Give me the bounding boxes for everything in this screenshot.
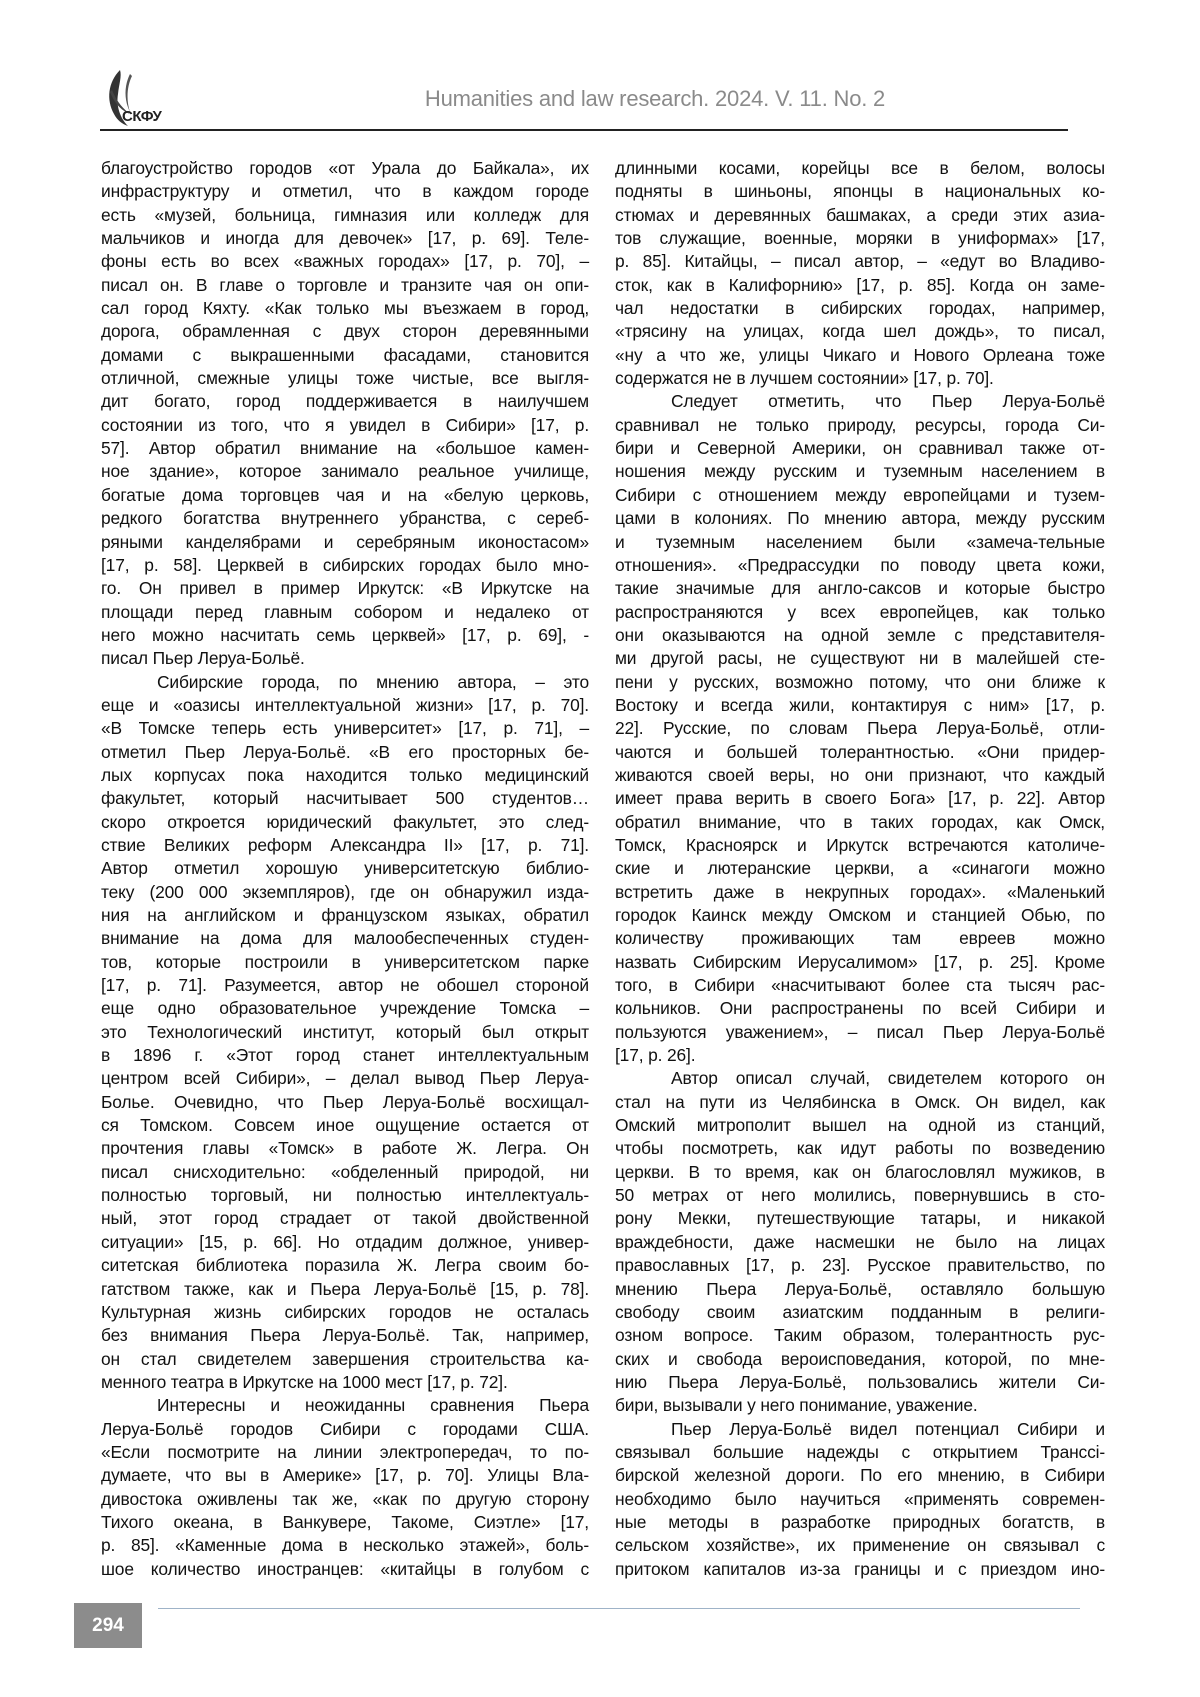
- text-line: площади перед главным собором и недалеко от: [101, 601, 589, 624]
- text-line: мнению Пьера Леруа-Больё, оставляло большую: [615, 1278, 1105, 1301]
- text-line: скоро откроется юридический факультет, это след-: [101, 811, 589, 834]
- text-line: Следует отметить, что Пьер Леруа-Больё: [615, 390, 1105, 413]
- text-line: сток, как в Калифорнию» [17, p. 85]. Когда он заме-: [615, 274, 1105, 297]
- text-line: это Технологический институт, который был открыт: [101, 1021, 589, 1044]
- text-line: тов, которые построили в университетском парке: [101, 951, 589, 974]
- text-line: Больe. Очевидно, что Пьер Леруа-Больё восхищал-: [101, 1091, 589, 1114]
- text-line: в 1896 г. «Этот город станет интеллектуальным: [101, 1044, 589, 1067]
- text-line: бири, вызывали у него понимание, уважение.: [615, 1394, 1105, 1417]
- text-line: ских и свобода вероисповедания, которой, по мне-: [615, 1348, 1105, 1371]
- text-line: него можно насчитать семь церквей» [17, p. 69], -: [101, 624, 589, 647]
- text-line: тов служащие, военные, моряки в униформах» [17,: [615, 227, 1105, 250]
- text-line: свободу своим азиатским подданным в религи-: [615, 1301, 1105, 1324]
- text-line: Автор отметил хорошую университетскую библио-: [101, 857, 589, 880]
- text-line: живаются своей веры, но они признают, что каждый: [615, 764, 1105, 787]
- text-line: Леруа-Больё городов Сибири с городами США.: [101, 1418, 589, 1441]
- text-line: отметил Пьер Леруа-Больё. «В его просторных бе-: [101, 741, 589, 764]
- text-line: и туземным населением были «замеча-тельные: [615, 531, 1105, 554]
- text-line: инфраструктуру и отметил, что в каждом городе: [101, 180, 589, 203]
- text-line: состоянии из того, что я увидел в Сибири» [17, p.: [101, 414, 589, 437]
- text-line: «трясину на улицах, когда шел дождь», то писал,: [615, 320, 1105, 343]
- text-line: ствие Великих реформ Александра II» [17, p. 71].: [101, 834, 589, 857]
- text-line: дивостока оживлены так же, «как по другую сторону: [101, 1488, 589, 1511]
- text-line: «ну а что же, улицы Чикаго и Нового Орлеана тоже: [615, 344, 1105, 367]
- text-line: ситетская библиотека поразила Ж. Легра своим бо-: [101, 1254, 589, 1277]
- text-line: благоустройство городов «от Урала до Байкала», их: [101, 157, 589, 180]
- text-line: ния на английском и французском языках, обратил: [101, 904, 589, 927]
- text-line: полностью торговый, ни полностью интеллектуаль-: [101, 1184, 589, 1207]
- text-line: чал недостатки в сибирских городах, например,: [615, 297, 1105, 320]
- text-line: Автор описал случай, свидетелем которого он: [615, 1067, 1105, 1090]
- footer-divider: [158, 1608, 1080, 1609]
- paragraph: [101, 671, 589, 1395]
- paragraph: [101, 1394, 589, 1581]
- text-line: церкви. В то время, как он благословлял мужиков, в: [615, 1161, 1105, 1184]
- text-line: связывал большие надежды с открытием Транссі-: [615, 1441, 1105, 1464]
- text-line: цами в колониях. По мнению автора, между русским: [615, 507, 1105, 530]
- text-line: имеет права верить в своего Бога» [17, p. 22]. Автор: [615, 787, 1105, 810]
- text-line: прочтения главы «Томск» в работе Ж. Легра. Он: [101, 1137, 589, 1160]
- text-line: бирской железной дороги. По его мнению, в Сибири: [615, 1464, 1105, 1487]
- right-column: [615, 157, 1105, 1581]
- text-line: центром всей Сибири», – делал вывод Пьер Леруа-: [101, 1067, 589, 1090]
- text-line: распространяются у всех европейцев, как только: [615, 601, 1105, 624]
- text-line: Омский митрополит вышел на одной из станций,: [615, 1114, 1105, 1137]
- text-line: Тихого океана, в Ванкувере, Такоме, Сиэтле» [17,: [101, 1511, 589, 1534]
- text-line: ситуации» [15, p. 66]. Но отдадим должное, универ-: [101, 1231, 589, 1254]
- paragraph: [101, 157, 589, 671]
- text-line: назвать Сибирским Иерусалимом» [17, p. 25]. Кроме: [615, 951, 1105, 974]
- text-line: шое количество иностранцев: «китайцы в голубом с: [101, 1558, 589, 1581]
- text-line: еще одно образовательное учреждение Томска –: [101, 997, 589, 1020]
- text-line: писал снисходительно: «обделенный природой, ни: [101, 1161, 589, 1184]
- text-line: менного театра в Иркутске на 1000 мест [17, p. 72].: [101, 1371, 589, 1394]
- text-line: [17, p. 71]. Разумеется, автор не обошел стороной: [101, 974, 589, 997]
- text-line: дорога, обрамленная с двух сторон деревянными: [101, 320, 589, 343]
- text-line: ся Томском. Совсем иное ощущение остается от: [101, 1114, 589, 1137]
- text-line: домами с выкрашенными фасадами, становится: [101, 344, 589, 367]
- text-line: рону Мекки, путешествующие татары, и никакой: [615, 1207, 1105, 1230]
- page-number: 294: [74, 1603, 142, 1648]
- paragraph: [615, 1067, 1105, 1417]
- text-line: сравнивал не только природу, ресурсы, города Си-: [615, 414, 1105, 437]
- text-line: [17, p. 26].: [615, 1044, 1105, 1067]
- paragraph: [615, 1418, 1105, 1581]
- text-line: отношения». «Предрассудки по поводу цвета кожи,: [615, 554, 1105, 577]
- text-line: они оказываются на одной земле с представителя-: [615, 624, 1105, 647]
- text-line: «Если посмотрите на линии электропередач, то по-: [101, 1441, 589, 1464]
- text-line: Сибири с отношением между европейцами и тузем-: [615, 484, 1105, 507]
- header-divider: [100, 129, 1068, 131]
- text-line: чаются и большей толерантностью. «Они придер-: [615, 741, 1105, 764]
- text-line: [17, p. 58]. Церквей в сибирских городах было мно-: [101, 554, 589, 577]
- text-line: содержатся не в лучшем состоянии» [17, p. 70].: [615, 367, 1105, 390]
- text-line: пени у русских, возможно потому, что они ближе к: [615, 671, 1105, 694]
- text-line: ношения между русским и туземным населением в: [615, 460, 1105, 483]
- text-line: дит богато, город поддерживается в наилучшем: [101, 390, 589, 413]
- text-line: ми другой расы, не существуют ни в малейшей сте-: [615, 647, 1105, 670]
- text-line: 57]. Автор обратил внимание на «большое камен-: [101, 437, 589, 460]
- text-line: встретить даже в некрупных городах». «Маленький: [615, 881, 1105, 904]
- text-line: Томск, Красноярск и Иркутск встречаются католиче-: [615, 834, 1105, 857]
- text-line: городок Каинск между Омском и станцией Обью, по: [615, 904, 1105, 927]
- text-line: ное здание», которое занимало реальное училище,: [101, 460, 589, 483]
- text-line: враждебности, даже насмешки не было на лицах: [615, 1231, 1105, 1254]
- text-line: p. 85]. «Каменные дома в несколько этажей», боль-: [101, 1534, 589, 1557]
- text-line: Сибирские города, по мнению автора, – это: [101, 671, 589, 694]
- text-line: думаете, что вы в Америке» [17, p. 70]. Улицы Вла-: [101, 1464, 589, 1487]
- text-line: бири и Северной Америки, он сравнивал также от-: [615, 437, 1105, 460]
- text-line: писал Пьер Леруа-Больё.: [101, 647, 589, 670]
- text-line: теку (200 000 экземпляров), где он обнаружил изда-: [101, 881, 589, 904]
- text-line: 50 метрах от него молились, повернувшись в сто-: [615, 1184, 1105, 1207]
- logo-text: СКФУ: [122, 108, 161, 125]
- text-line: количеству проживающих там евреев можно: [615, 927, 1105, 950]
- journal-title: Humanities and law research. 2024. V. 11. No. 2: [300, 86, 1010, 112]
- text-line: необходимо было научиться «применять современ-: [615, 1488, 1105, 1511]
- text-line: мальчиков и иногда для девочек» [17, p. 69]. Теле-: [101, 227, 589, 250]
- text-line: он стал свидетелем завершения строительства ка-: [101, 1348, 589, 1371]
- text-line: редкого богатства внутреннего убранства, с сереб-: [101, 507, 589, 530]
- text-line: писал он. В главе о торговле и транзите чая он опи-: [101, 274, 589, 297]
- text-line: Пьер Леруа-Больё видел потенциал Сибири и: [615, 1418, 1105, 1441]
- text-line: го. Он привел в пример Иркутск: «В Иркутске на: [101, 577, 589, 600]
- paragraph: [615, 157, 1105, 390]
- text-line: факультет, который насчитывает 500 студентов…: [101, 787, 589, 810]
- text-line: без внимания Пьера Леруа-Больё. Так, например,: [101, 1324, 589, 1347]
- text-line: притоком капиталов из-за границы и с приездом ино-: [615, 1558, 1105, 1581]
- text-line: Востоку и всегда жили, контактируя с ним» [17, p.: [615, 694, 1105, 717]
- text-line: стал на пути из Челябинска в Омск. Он видел, как: [615, 1091, 1105, 1114]
- text-line: подняты в шиньоны, японцы в национальных ко-: [615, 180, 1105, 203]
- text-line: есть «музей, больница, гимназия или колледж для: [101, 204, 589, 227]
- text-line: p. 85]. Китайцы, – писал автор, – «едут во Владиво-: [615, 250, 1105, 273]
- text-line: пользуются уважением», – писал Пьер Леруа-Больё: [615, 1021, 1105, 1044]
- text-line: сал город Кяхту. «Как только мы въезжаем в город,: [101, 297, 589, 320]
- text-line: обратил внимание, что в таких городах, как Омск,: [615, 811, 1105, 834]
- text-line: Культурная жизнь сибирских городов не осталась: [101, 1301, 589, 1324]
- text-line: стюмах и деревянных башмаках, а среди этих азиа-: [615, 204, 1105, 227]
- text-line: ный, этот город страдает от такой двойственной: [101, 1207, 589, 1230]
- text-line: гатством также, как и Пьера Леруа-Больё [15, p. 78].: [101, 1278, 589, 1301]
- text-line: лых корпусах пока находится только медицинский: [101, 764, 589, 787]
- text-line: кольников. Они распространены по всей Сибири и: [615, 997, 1105, 1020]
- text-line: длинными косами, корейцы все в белом, волосы: [615, 157, 1105, 180]
- text-line: ряными канделябрами и серебряным иконостасом»: [101, 531, 589, 554]
- text-line: православных [17, p. 23]. Русское правительство, по: [615, 1254, 1105, 1277]
- text-line: внимание на дома для малообеспеченных студен-: [101, 927, 589, 950]
- text-line: чтобы посмотреть, как идут работы по возведению: [615, 1137, 1105, 1160]
- text-line: озном вопросе. Таким образом, толерантность рус-: [615, 1324, 1105, 1347]
- text-line: «В Томске теперь есть университет» [17, p. 71], –: [101, 717, 589, 740]
- paragraph: [615, 390, 1105, 1067]
- text-line: отличной, смежные улицы тоже чистые, все выгля-: [101, 367, 589, 390]
- text-line: ные методы в разработке природных богатств, в: [615, 1511, 1105, 1534]
- text-line: такие значимые для англо-саксов и которые быстро: [615, 577, 1105, 600]
- text-line: ские и лютеранские церкви, а «синагоги можно: [615, 857, 1105, 880]
- text-line: нию Пьера Леруа-Больё, пользовались жители Си-: [615, 1371, 1105, 1394]
- left-column: [101, 157, 589, 1581]
- text-line: еще и «оазисы интеллектуальной жизни» [17, p. 70].: [101, 694, 589, 717]
- text-line: сельском хозяйстве», их применение он связывал с: [615, 1534, 1105, 1557]
- text-line: того, в Сибири «насчитывают более ста тысяч рас-: [615, 974, 1105, 997]
- text-line: фоны есть во всех «важных городах» [17, p. 70], –: [101, 250, 589, 273]
- text-line: Интересны и неожиданны сравнения Пьера: [101, 1394, 589, 1417]
- text-line: богатые дома торговцев чая и на «белую церковь,: [101, 484, 589, 507]
- text-line: 22]. Русские, по словам Пьера Леруа-Больё, отли-: [615, 717, 1105, 740]
